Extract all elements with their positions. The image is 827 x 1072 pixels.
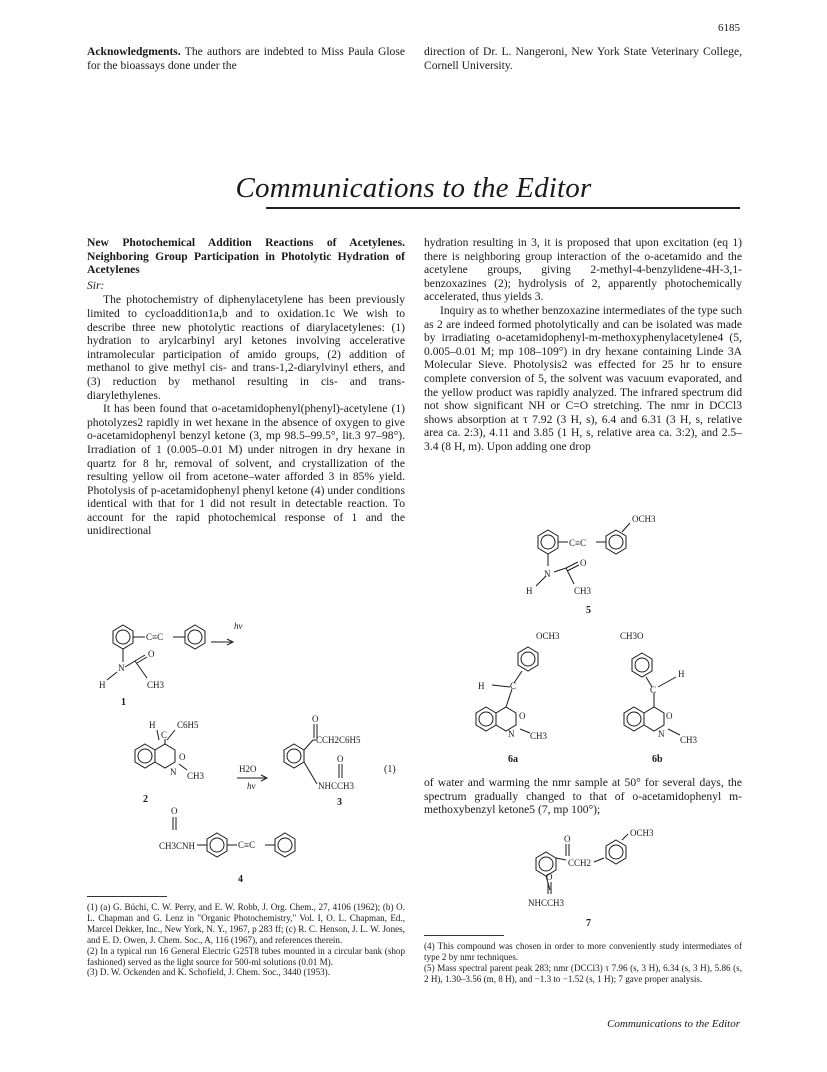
hv-label: hν bbox=[247, 781, 256, 791]
footnote-rule-right bbox=[424, 935, 504, 936]
o-label: O bbox=[171, 806, 178, 816]
o-label: O bbox=[179, 752, 186, 762]
ack-heading: Acknowledgments. bbox=[87, 45, 181, 58]
footnotes-left bbox=[87, 902, 405, 978]
footnote-4: (4) This compound was chosen in order to more conveniently study intermediates of type 2 by nmr techniques. bbox=[424, 941, 742, 962]
paragraph-r3: of water and warming the nmr sample at 50° for several days, the spectrum gradually changed to that of o-acetamidophenyl m-methoxybenzyl ketone5 (7, mp 100°); bbox=[424, 776, 742, 817]
hv-label: hν bbox=[234, 621, 243, 631]
footnote-rule-left bbox=[87, 896, 167, 897]
h-label: H bbox=[99, 680, 106, 690]
salutation: Sir: bbox=[87, 278, 105, 292]
right-column-top bbox=[424, 236, 742, 454]
left-column bbox=[87, 236, 405, 538]
oxazine-ring bbox=[496, 707, 516, 731]
compound-label: 6a bbox=[508, 754, 518, 765]
compound-label: 4 bbox=[238, 874, 243, 885]
running-footer: Communications to the Editor bbox=[607, 1018, 740, 1030]
c-label: C bbox=[161, 730, 168, 740]
h-label: H bbox=[478, 681, 485, 691]
footnote-3: (3) D. W. Ockenden and K. Schofield, J. Chem. Soc., 3440 (1953). bbox=[87, 967, 330, 978]
o-label: O bbox=[580, 558, 587, 568]
compound-label: 2 bbox=[143, 794, 148, 805]
n-label: N bbox=[544, 569, 551, 579]
footnotes-right bbox=[424, 941, 742, 985]
nhcch3-label: NHCCH3 bbox=[528, 898, 565, 908]
equation-number: (1) bbox=[384, 764, 396, 775]
h2o-label: H2O bbox=[239, 764, 257, 774]
footnote-5: (5) Mass spectral parent peak 283; nmr (DCCl3) τ 7.96 (s, 3 H), 6.34 (s, 3 H), 5.86 (s, 2 H), 1.30–3.56 (m, 8 H), and −1.3 to −1.52 (s, 1 H); 7 gave proper analysis. bbox=[424, 962, 742, 984]
o-label: O bbox=[148, 649, 155, 659]
och3-label: OCH3 bbox=[632, 514, 656, 524]
ack-text: The authors are indebted to Miss Paula Glose for the bioassays done under the bbox=[87, 45, 405, 72]
h-label: H bbox=[149, 720, 156, 730]
o-label: O bbox=[337, 754, 344, 764]
n-label: N bbox=[118, 663, 125, 673]
title-rule bbox=[266, 207, 740, 209]
compound-label: 3 bbox=[337, 797, 342, 808]
o-label: O bbox=[666, 711, 673, 721]
structures-6a-6b bbox=[424, 625, 742, 775]
compound-label: 5 bbox=[586, 605, 591, 616]
paragraph-r1: hydration resulting in 3, it is proposed that upon excitation (eq 1) there is neighboring group interaction of the o-acetamido and the acetylene groups, giving 2-methyl-4-benzylidene-4H-3,1-benzoxazines (2); hydrolysis of 2, apparently photochemically accelerated, thus yields 3. bbox=[424, 236, 742, 304]
o-label: O bbox=[546, 872, 553, 882]
h-label: H bbox=[678, 669, 685, 679]
right-column-mid bbox=[424, 776, 742, 817]
o-label: O bbox=[564, 834, 571, 844]
n-label: N bbox=[658, 729, 665, 739]
c6h5-label: C6H5 bbox=[177, 720, 199, 730]
ch3-label: CH3 bbox=[680, 735, 698, 745]
c-label: C bbox=[510, 681, 517, 691]
o-label: O bbox=[312, 714, 319, 724]
acknowledgments-right: direction of Dr. L. Nangeroni, New York State Veterinary College, Cornell University. bbox=[424, 45, 742, 72]
cceq-label: C≡C bbox=[146, 632, 164, 642]
article-title: New Photochemical Addition Reactions of Acetylenes. Neighboring Group Participation in Photolytic Hydration of Acetylenes bbox=[87, 236, 405, 277]
ch3o-label: CH3O bbox=[620, 631, 644, 641]
n-label: N bbox=[508, 729, 515, 739]
page-number: 6185 bbox=[718, 22, 740, 34]
structure-5 bbox=[490, 510, 742, 625]
ch3-label: CH3 bbox=[147, 680, 165, 690]
left-structures bbox=[87, 612, 405, 897]
compound-label: 1 bbox=[121, 697, 126, 708]
footnote-2: (2) In a typical run 16 General Electric G25T8 tubes mounted in a circular bank (shop fashioned) served as the light source for 500-ml solutions (0.01 M). bbox=[87, 945, 405, 967]
paragraph-2: It has been found that o-acetamidophenyl(phenyl)-acetylene (1) photolyzes2 rapidly in wet hexane in the absence of oxygen to give o-acetamidophenyl benzyl ketone (3, mp 98.5–99.5°, lit.3 97–98°). Irradiation of 1 (0.005–0.01 M) under nitrogen in dry hexane in quartz for 8 hr, removal of solvent, and crystallization of the resulting yellow oil from acetone–water afforded 3 in 85% yield. Photolysis of p-acetamidophenyl phenyl ketone (4) under conditions identical with that for 1 did not result in detectable reaction. To account for the rapid photochemical response of 1 and the unidirectional bbox=[87, 402, 405, 538]
ch3-label: CH3 bbox=[187, 771, 205, 781]
oxazine-ring bbox=[644, 707, 664, 731]
c-label: C bbox=[650, 685, 657, 695]
ch3-label: CH3 bbox=[574, 586, 592, 596]
och3-label: OCH3 bbox=[536, 631, 560, 641]
nhcch3-label: NHCCH3 bbox=[318, 781, 355, 791]
n-label: N bbox=[170, 767, 177, 777]
ch3-label: CH3 bbox=[530, 731, 548, 741]
cceq-label: C≡C bbox=[238, 840, 256, 850]
cch2c6h5-label: CCH2C6H5 bbox=[316, 735, 361, 745]
compound-label: 6b bbox=[652, 754, 663, 765]
acknowledgments-left bbox=[87, 45, 405, 72]
paragraph-1: The photochemistry of diphenylacetylene has been previously limited to cycloaddition1a,b and to oxidation.1c We wish to describe three new photolytic reactions of diarylacetylenes: (1) hydration to arylcarbinyl aryl ketones involving accelerative intramolecular participation of amido groups, (2) addition of methanol to give methyl cis- and trans-1,2-diarylvinyl ethers, and (3) reduction by methanol resulting in cis- and trans-diarylethylenes. bbox=[87, 293, 405, 402]
paragraph-r2: Inquiry as to whether benzoxazine intermediates of the type such as 2 are indeed formed photolytically and can be isolated was made by irradiating o-acetamidophenyl-m-methoxyphenylacetylene4 (5, 0.005–0.01 M; mp 108–109°) in dry hexane containing Linde 3A Molecular Sieve. Photolysis2 was effected for 25 hr to ensure complete conversion of 5, the solvent was vacuum evaporated, and the yellow product was rapidly analyzed. The infrared spectrum did not show significant NH or C=O stretching. The nmr in DCCl3 shows absorption at τ 7.92 (3 H, s), 6.4 and 6.31 (3 H, s, relative area ca. 2:3), 4.11 and 3.85 (1 H, s, relative area ca. 3:2), and 2.5–3.4 (8 H, m). Upon adding one drop bbox=[424, 303, 742, 453]
och3-label: OCH3 bbox=[630, 828, 654, 838]
section-title: Communications to the Editor bbox=[235, 172, 592, 204]
o-label: O bbox=[519, 711, 526, 721]
compound-label: 7 bbox=[586, 918, 591, 929]
h-label: H bbox=[526, 586, 533, 596]
cch2-label: CCH2 bbox=[568, 858, 592, 868]
cceq-label: C≡C bbox=[569, 538, 587, 548]
ch3cnh-label: CH3CNH bbox=[159, 841, 196, 851]
footnote-1: (1) (a) G. Büchi, C. W. Perry, and E. W. Robb, J. Org. Chem., 27, 4106 (1962); (b) O. L. Chapman and G. Lenz in "Organic Photochemistry," Vol. I, O. L. Chapman, Ed., Marcel Dekker, Inc., New York, N. Y., 1967, p 283 ff; (c) R. C. Henson, J. L. W. Jones, and E. D. Owen, J. Chem. Soc., A, 116 (1967), and references therein. bbox=[87, 902, 405, 945]
oxazine-ring bbox=[155, 744, 175, 768]
structure-7 bbox=[490, 826, 742, 936]
